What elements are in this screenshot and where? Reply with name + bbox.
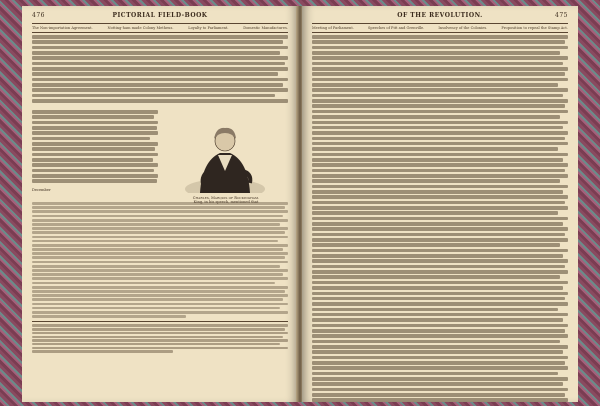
shoulder-note: Notting-ham made Colony Metheus. — [107, 26, 174, 30]
right-page-number: 475 — [555, 12, 568, 19]
shoulder-note: Domestic Manufactures. — [243, 26, 288, 30]
shoulder-note: Insolvency of the Colonies. — [438, 26, 488, 30]
left-shoulder-notes — [32, 23, 288, 33]
shoulder-note: Meeting of Parliament. — [312, 26, 354, 30]
shoulder-note: The Non-importation Agreement. — [32, 26, 93, 30]
right-page-header — [312, 12, 568, 22]
right-page — [302, 6, 578, 402]
right-body-text — [312, 35, 568, 402]
portrait-engraving — [170, 111, 280, 193]
shoulder-note: Speeches of Pitt and Grenville. — [367, 26, 425, 30]
right-shoulder-notes — [312, 23, 568, 33]
shoulder-note: Proposition to repeal the Stamp Act. — [501, 26, 568, 30]
left-body-text-wrap — [32, 110, 158, 185]
left-page-number: 476 — [32, 12, 45, 19]
left-page — [22, 6, 298, 402]
shoulder-note: Loyalty to Parliament. — [188, 26, 229, 30]
portrait-caption-text: King, in his speech, mentioned that — [193, 200, 259, 205]
right-running-title: OF THE REVOLUTION. — [397, 12, 483, 19]
margin-note: December — [32, 188, 51, 192]
left-running-title: PICTORIAL FIELD-BOOK — [112, 12, 208, 19]
left-body-text-top — [32, 35, 288, 104]
portrait-caption-name: Charles, Marquis of Rockingham. — [192, 196, 260, 200]
left-body-text-bottom — [32, 202, 288, 354]
left-page-header — [32, 12, 288, 22]
